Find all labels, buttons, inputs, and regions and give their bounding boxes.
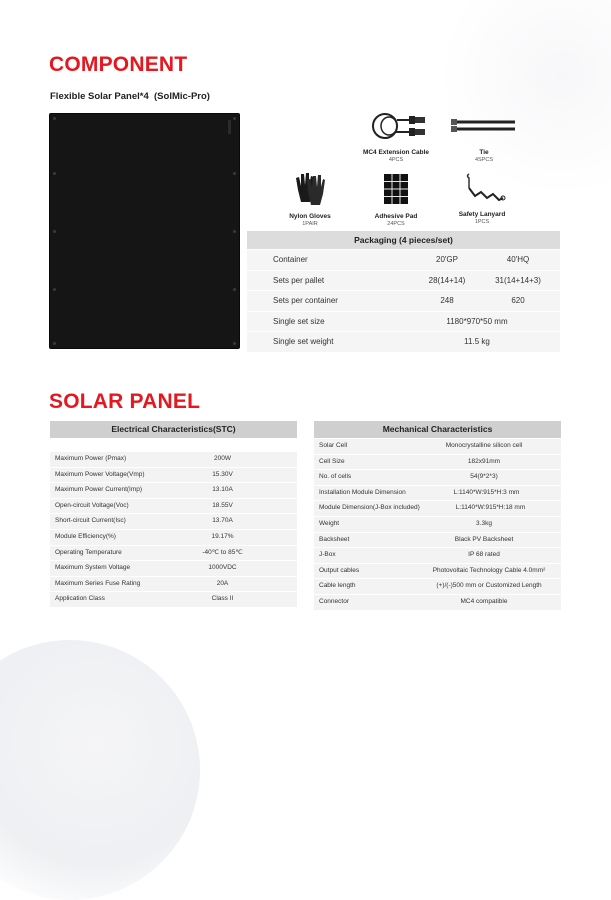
component-title: COMPONENT — [49, 53, 188, 76]
table-row — [247, 331, 560, 352]
table-row — [314, 594, 561, 610]
row-label: No. of cells — [319, 473, 352, 481]
row-value: -40℃ to 85℃ — [202, 548, 243, 556]
accessory-mc4-cable — [356, 108, 436, 163]
accessory-name: Safety Lanyard — [458, 211, 506, 218]
row-label: Module Efficiency(%) — [55, 532, 116, 540]
table-row — [50, 467, 297, 483]
row-label: Container — [273, 255, 308, 264]
row-label: Output cables — [319, 566, 360, 574]
mechanical-table — [314, 421, 561, 610]
table-row — [314, 469, 561, 485]
table-row — [314, 516, 561, 532]
solar-panel-title: SOLAR PANEL — [49, 390, 201, 413]
table-row — [247, 270, 560, 291]
table-row — [314, 454, 561, 470]
row-value: 1000VDC — [208, 564, 237, 572]
mc4-cable-icon — [361, 108, 431, 144]
row-value: 28(14+14) — [428, 275, 466, 285]
row-label: Maximum Series Fuse Rating — [55, 579, 141, 587]
row-value: 200W — [214, 455, 231, 462]
accessory-name: Tie — [479, 149, 489, 156]
row-label: Cell Size — [319, 457, 345, 465]
row-value: 19.17% — [211, 532, 234, 540]
accessory-safety-lanyard — [450, 170, 514, 225]
row-label: Short-circuit Current(Isc) — [55, 517, 126, 525]
row-value: Black PV Backsheet — [454, 535, 514, 543]
row-label: Maximum Power Current(Imp) — [55, 486, 143, 494]
row-value: 182x91mm — [467, 457, 501, 465]
row-value: 3.3kg — [476, 519, 492, 527]
row-value: 13.70A — [212, 517, 233, 525]
row-value: L:1140*W:915*H:18 mm — [455, 504, 526, 512]
accessory-gloves — [282, 170, 338, 227]
accessory-name: Adhesive Pad — [374, 213, 418, 220]
row-label: J-Box — [319, 551, 336, 559]
table-row — [50, 482, 297, 498]
table-row — [314, 438, 561, 454]
row-value: 11.5 kg — [464, 337, 490, 346]
row-label: Module Dimension(J-Box included) — [319, 504, 420, 512]
row-value: 15.30V — [212, 470, 233, 478]
row-label: Maximum Power Voltage(Vmp) — [55, 470, 145, 478]
accessory-name: Nylon Gloves — [289, 213, 331, 220]
table-row — [50, 451, 297, 467]
accessory-qty: 1PCS — [474, 219, 490, 225]
row-label: Open-circuit Voltage(Voc) — [55, 501, 129, 509]
table-row — [50, 591, 297, 607]
row-label: Backsheet — [319, 535, 350, 543]
row-label: Sets per pallet — [273, 275, 325, 285]
table-row — [314, 500, 561, 516]
background-decoration — [0, 640, 200, 900]
row-value: 54(9*2*3) — [470, 473, 498, 481]
row-value: Monocrystalline silicon cell — [445, 442, 523, 449]
table-row — [247, 249, 560, 270]
component-subtitle: Flexible Solar Panel*4 (SolMic-Pro) — [50, 91, 210, 102]
table-row — [314, 485, 561, 501]
row-label: Single set weight — [273, 337, 334, 346]
row-label: Application Class — [55, 595, 105, 603]
table-row — [247, 290, 560, 311]
row-value: IP 68 rated — [468, 551, 500, 559]
table-row — [314, 547, 561, 563]
row-value: 31(14+14+3) — [495, 275, 541, 285]
adhesive-pad-icon — [378, 170, 414, 208]
table-row — [50, 576, 297, 592]
row-label: Weight — [319, 519, 340, 527]
table-row — [314, 532, 561, 548]
table-row — [50, 529, 297, 545]
accessory-qty: 4PCS — [388, 157, 404, 163]
row-value: 620 — [511, 296, 525, 305]
table-row — [314, 563, 561, 579]
accessory-qty: 1PAIR — [302, 221, 318, 227]
gloves-icon — [292, 170, 328, 208]
row-value: 20A — [216, 579, 229, 587]
packaging-table — [247, 231, 560, 352]
table-row — [314, 578, 561, 594]
packaging-title: Packaging (4 pieces/set) — [247, 231, 560, 249]
row-label: Sets per container — [273, 296, 338, 305]
row-label: Single set size — [273, 316, 325, 326]
row-value: 1180*970*50 mm — [446, 316, 508, 326]
table-row — [50, 545, 297, 561]
row-value: (+)/(-)500 mm or Customized Length — [436, 582, 542, 590]
table-row — [50, 498, 297, 514]
mechanical-title: Mechanical Characteristics — [314, 421, 561, 438]
row-label: Operating Temperature — [55, 548, 122, 556]
safety-lanyard-icon — [457, 170, 507, 206]
tie-icon — [449, 108, 519, 144]
accessory-qty: 24PCS — [387, 221, 405, 227]
accessory-tie — [448, 108, 520, 163]
table-row — [247, 311, 560, 332]
row-value: 40'HQ — [506, 255, 530, 264]
table-row — [50, 560, 297, 576]
row-value: MC4 compatible — [460, 597, 508, 605]
accessory-name: MC4 Extension Cable — [362, 149, 430, 156]
row-label: Connector — [319, 597, 349, 605]
row-value: 18.55V — [212, 501, 233, 509]
row-label: Maximum Power (Pmax) — [55, 455, 127, 462]
row-value: 20'GP — [436, 255, 458, 264]
electrical-title: Electrical Characteristics(STC) — [50, 421, 297, 438]
row-label: Installation Module Dimension — [319, 488, 406, 496]
row-value: Class II — [211, 595, 234, 603]
row-label: Solar Cell — [319, 442, 348, 449]
row-value: L:1140*W:915*H:3 mm — [453, 488, 520, 496]
row-label: Cable length — [319, 582, 356, 590]
solar-panel-image — [50, 114, 239, 348]
accessory-adhesive-pad — [368, 170, 424, 227]
accessory-qty: 4SPCS — [474, 157, 494, 163]
table-row — [50, 513, 297, 529]
row-value: Photovoltaic Technology Cable 4.0mm² — [432, 566, 546, 574]
row-label: Maximum System Voltage — [55, 564, 131, 572]
row-value: 248 — [440, 296, 454, 305]
electrical-table — [50, 421, 297, 607]
row-value: 13.10A — [212, 486, 233, 494]
